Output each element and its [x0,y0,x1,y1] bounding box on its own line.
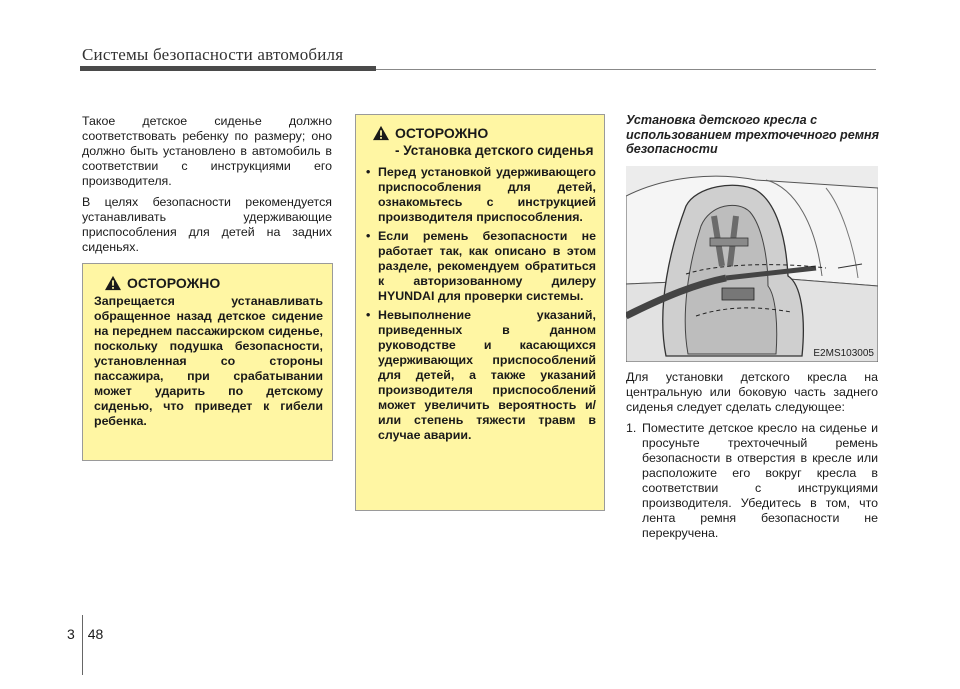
warning-item: • Если ремень безопасности не работает так, как описано в этом разделе, рекомендуем обратиться к авторизованному дилеру HYUNDAI для проверки системы. [366,229,596,304]
steps-list [626,421,878,541]
warning-box-child-seat [355,114,605,511]
page-number-divider [82,615,83,675]
page-number-value: 48 [87,626,104,642]
step-item [626,421,878,541]
warning-item: • Невыполнение указаний, приведенных в данном руководстве и касающихся удерживающих приспособлений для детей, а также указаний производителя приспособлений может увеличить вероятность и/или степень тяжести травм в случае аварии. [366,308,596,443]
warning-triangle-icon [104,275,122,291]
page-number [67,626,103,642]
warning-triangle-icon [372,125,390,141]
warning-title [104,275,323,291]
warning-box [82,263,333,461]
warning-subtitle: - Установка детского сиденья [395,143,594,158]
intro-paragraph: Для установки детского кресла на центральную или боковую часть заднего сиденья следует сделать следующее: [626,370,878,414]
step-number: 1. [626,421,637,435]
warning-title-text: ОСТОРОЖНО [127,275,221,291]
paragraph: В целях безопасности рекомендуется устанавливать удерживающие приспособления для детей на задних сиденьях. [82,195,332,254]
child-seat-drawing [626,166,878,362]
warning-title-text: ОСТОРОЖНО [395,125,489,141]
step-text: Поместите детское кресло на сиденье и просуньте трехточечный ремень безопасности в отверстия в кресле или расположите его вокруг кресла в соответствии с инструкциями производителя. Убедитесь в том, что лента ремня безопасности не перекручена. [642,421,878,540]
header-rule-thin [376,69,876,70]
paragraph: Такое детское сиденье должно соответствовать ребенку по размеру; оно должно быть установлено в автомобиль в соответствии с инструкциями его производителя. [82,114,332,188]
subsection-heading: Установка детского кресла с использованием трехточечного ремня безопасности [626,113,880,156]
warning-item: • Перед установкой удерживающего приспособления для детей, ознакомьтесь с инструкцией производителя приспособления. [366,165,596,225]
header-rule [80,66,376,71]
left-column-text [82,114,332,261]
figure-code: E2MS103005 [813,348,874,359]
section-title: Системы безопасности автомобиля [82,45,344,64]
right-column-text [626,370,878,541]
warning-list [366,165,596,443]
warning-text: Запрещается устанавливать обращенное назад детское сидение на переднем пассажирском сиденье, поскольку подушка безопасности, установленная со стороны пассажира, при срабатывании может ударить по детскому сиденью, что приведет к гибели ребенка. [94,294,323,428]
warning-title [372,125,596,141]
chapter-number: 3 [67,626,75,642]
child-seat-illustration [626,166,878,362]
